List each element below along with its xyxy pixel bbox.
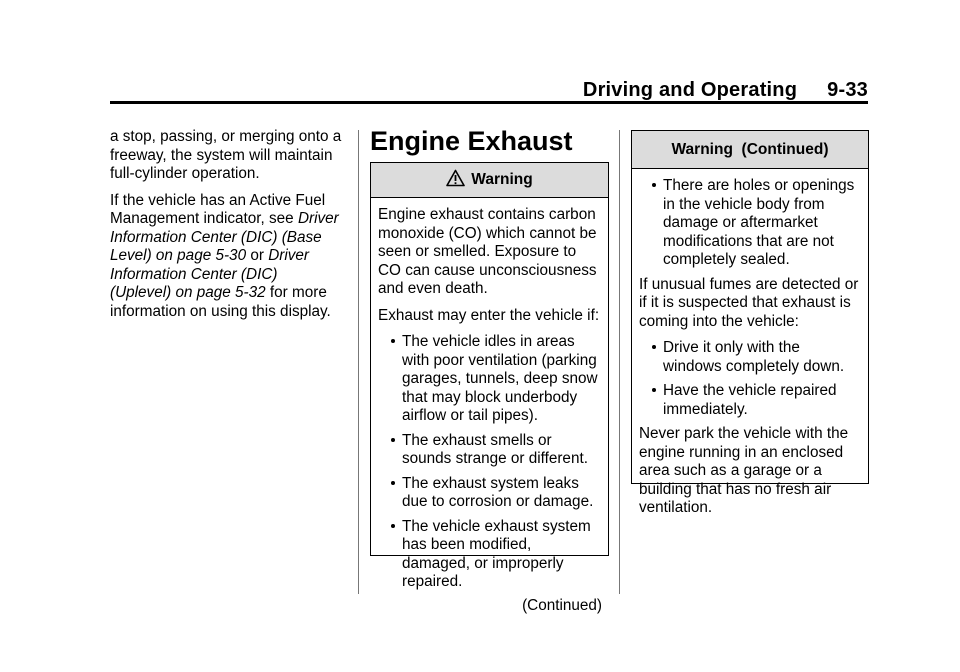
- warning-box-body: [371, 198, 608, 615]
- bullet-icon: [391, 481, 395, 485]
- list-item: [378, 432, 602, 469]
- warning-continued-box: [631, 130, 869, 516]
- warning-header-label: Warning: [471, 171, 533, 188]
- list-item-text: The exhaust smells or sounds strange or different.: [402, 431, 588, 467]
- text: If the vehicle has an Active Fuel Management indicator, see: [110, 191, 326, 227]
- bullet-icon: [652, 183, 656, 187]
- bullet-icon: [652, 388, 656, 392]
- column-1: [110, 128, 342, 329]
- warning-box-header: [371, 163, 608, 198]
- header-rule: [110, 101, 868, 104]
- list-item: [378, 518, 602, 592]
- paragraph: Engine exhaust contains carbon monoxide (CO) which cannot be seen or smelled. Exposure to CO can cause unconsciousness and even death.: [378, 206, 597, 297]
- column-divider-right: [619, 130, 620, 594]
- bullet-icon: [391, 339, 395, 343]
- cross-reference-link[interactable]: Driver Information Center (DIC) (Uplevel) on page 5-32: [110, 247, 309, 301]
- bullet-list: [639, 177, 862, 270]
- page-number: 9-33: [827, 79, 868, 101]
- bullet-list: [639, 339, 862, 419]
- list-item: [639, 339, 862, 376]
- paragraph: a stop, passing, or merging onto a freeway, the system will maintain full-cylinder operation.: [110, 128, 342, 182]
- column-divider-left: [358, 130, 359, 594]
- bullet-icon: [652, 345, 656, 349]
- section-heading: Engine Exhaust: [370, 126, 573, 156]
- list-item: [378, 333, 602, 426]
- list-item-text: Have the vehicle repaired immediately.: [663, 382, 837, 418]
- warning-continued-body: [632, 169, 868, 518]
- list-item: [378, 475, 602, 512]
- text: or: [246, 247, 269, 264]
- warning-triangle-icon: [446, 166, 465, 200]
- list-item: [639, 382, 862, 419]
- list-item-text: The vehicle exhaust system has been modified, damaged, or improperly repaired.: [402, 517, 591, 590]
- list-item-text: There are holes or openings in the vehicle body from damage or aftermarket modifications that are not completely sealed.: [663, 177, 855, 268]
- list-item-text: Drive it only with the windows completely down.: [663, 339, 845, 375]
- list-item-text: The exhaust system leaks due to corrosion or damage.: [402, 474, 594, 510]
- continued-label: (Continued): [522, 596, 602, 614]
- paragraph: Never park the vehicle with the engine running in an enclosed area such as a garage or a building that has no fresh air ventilation.: [639, 425, 849, 516]
- list-item: [639, 177, 862, 270]
- bullet-icon: [391, 438, 395, 442]
- paragraph: [110, 192, 342, 322]
- paragraph: Exhaust may enter the vehicle if:: [378, 306, 600, 324]
- list-item-text: The vehicle idles in areas with poor ventilation (parking garages, tunnels, deep snow that may block underbody airflow or tail pipes).: [402, 333, 598, 424]
- bullet-icon: [391, 524, 395, 528]
- bullet-list: [378, 333, 602, 592]
- warning-box: [370, 162, 609, 614]
- paragraph: If unusual fumes are detected or if it is suspected that exhaust is coming into the vehicle:: [639, 275, 859, 330]
- warning-continued-header: Warning (Continued): [632, 131, 868, 169]
- header-section-title: Driving and Operating: [582, 79, 798, 101]
- running-header: [583, 79, 868, 102]
- text: for more information on using this display.: [110, 284, 331, 320]
- cross-reference-link[interactable]: Driver Information Center (DIC) (Base Level) on page 5-30: [110, 210, 339, 264]
